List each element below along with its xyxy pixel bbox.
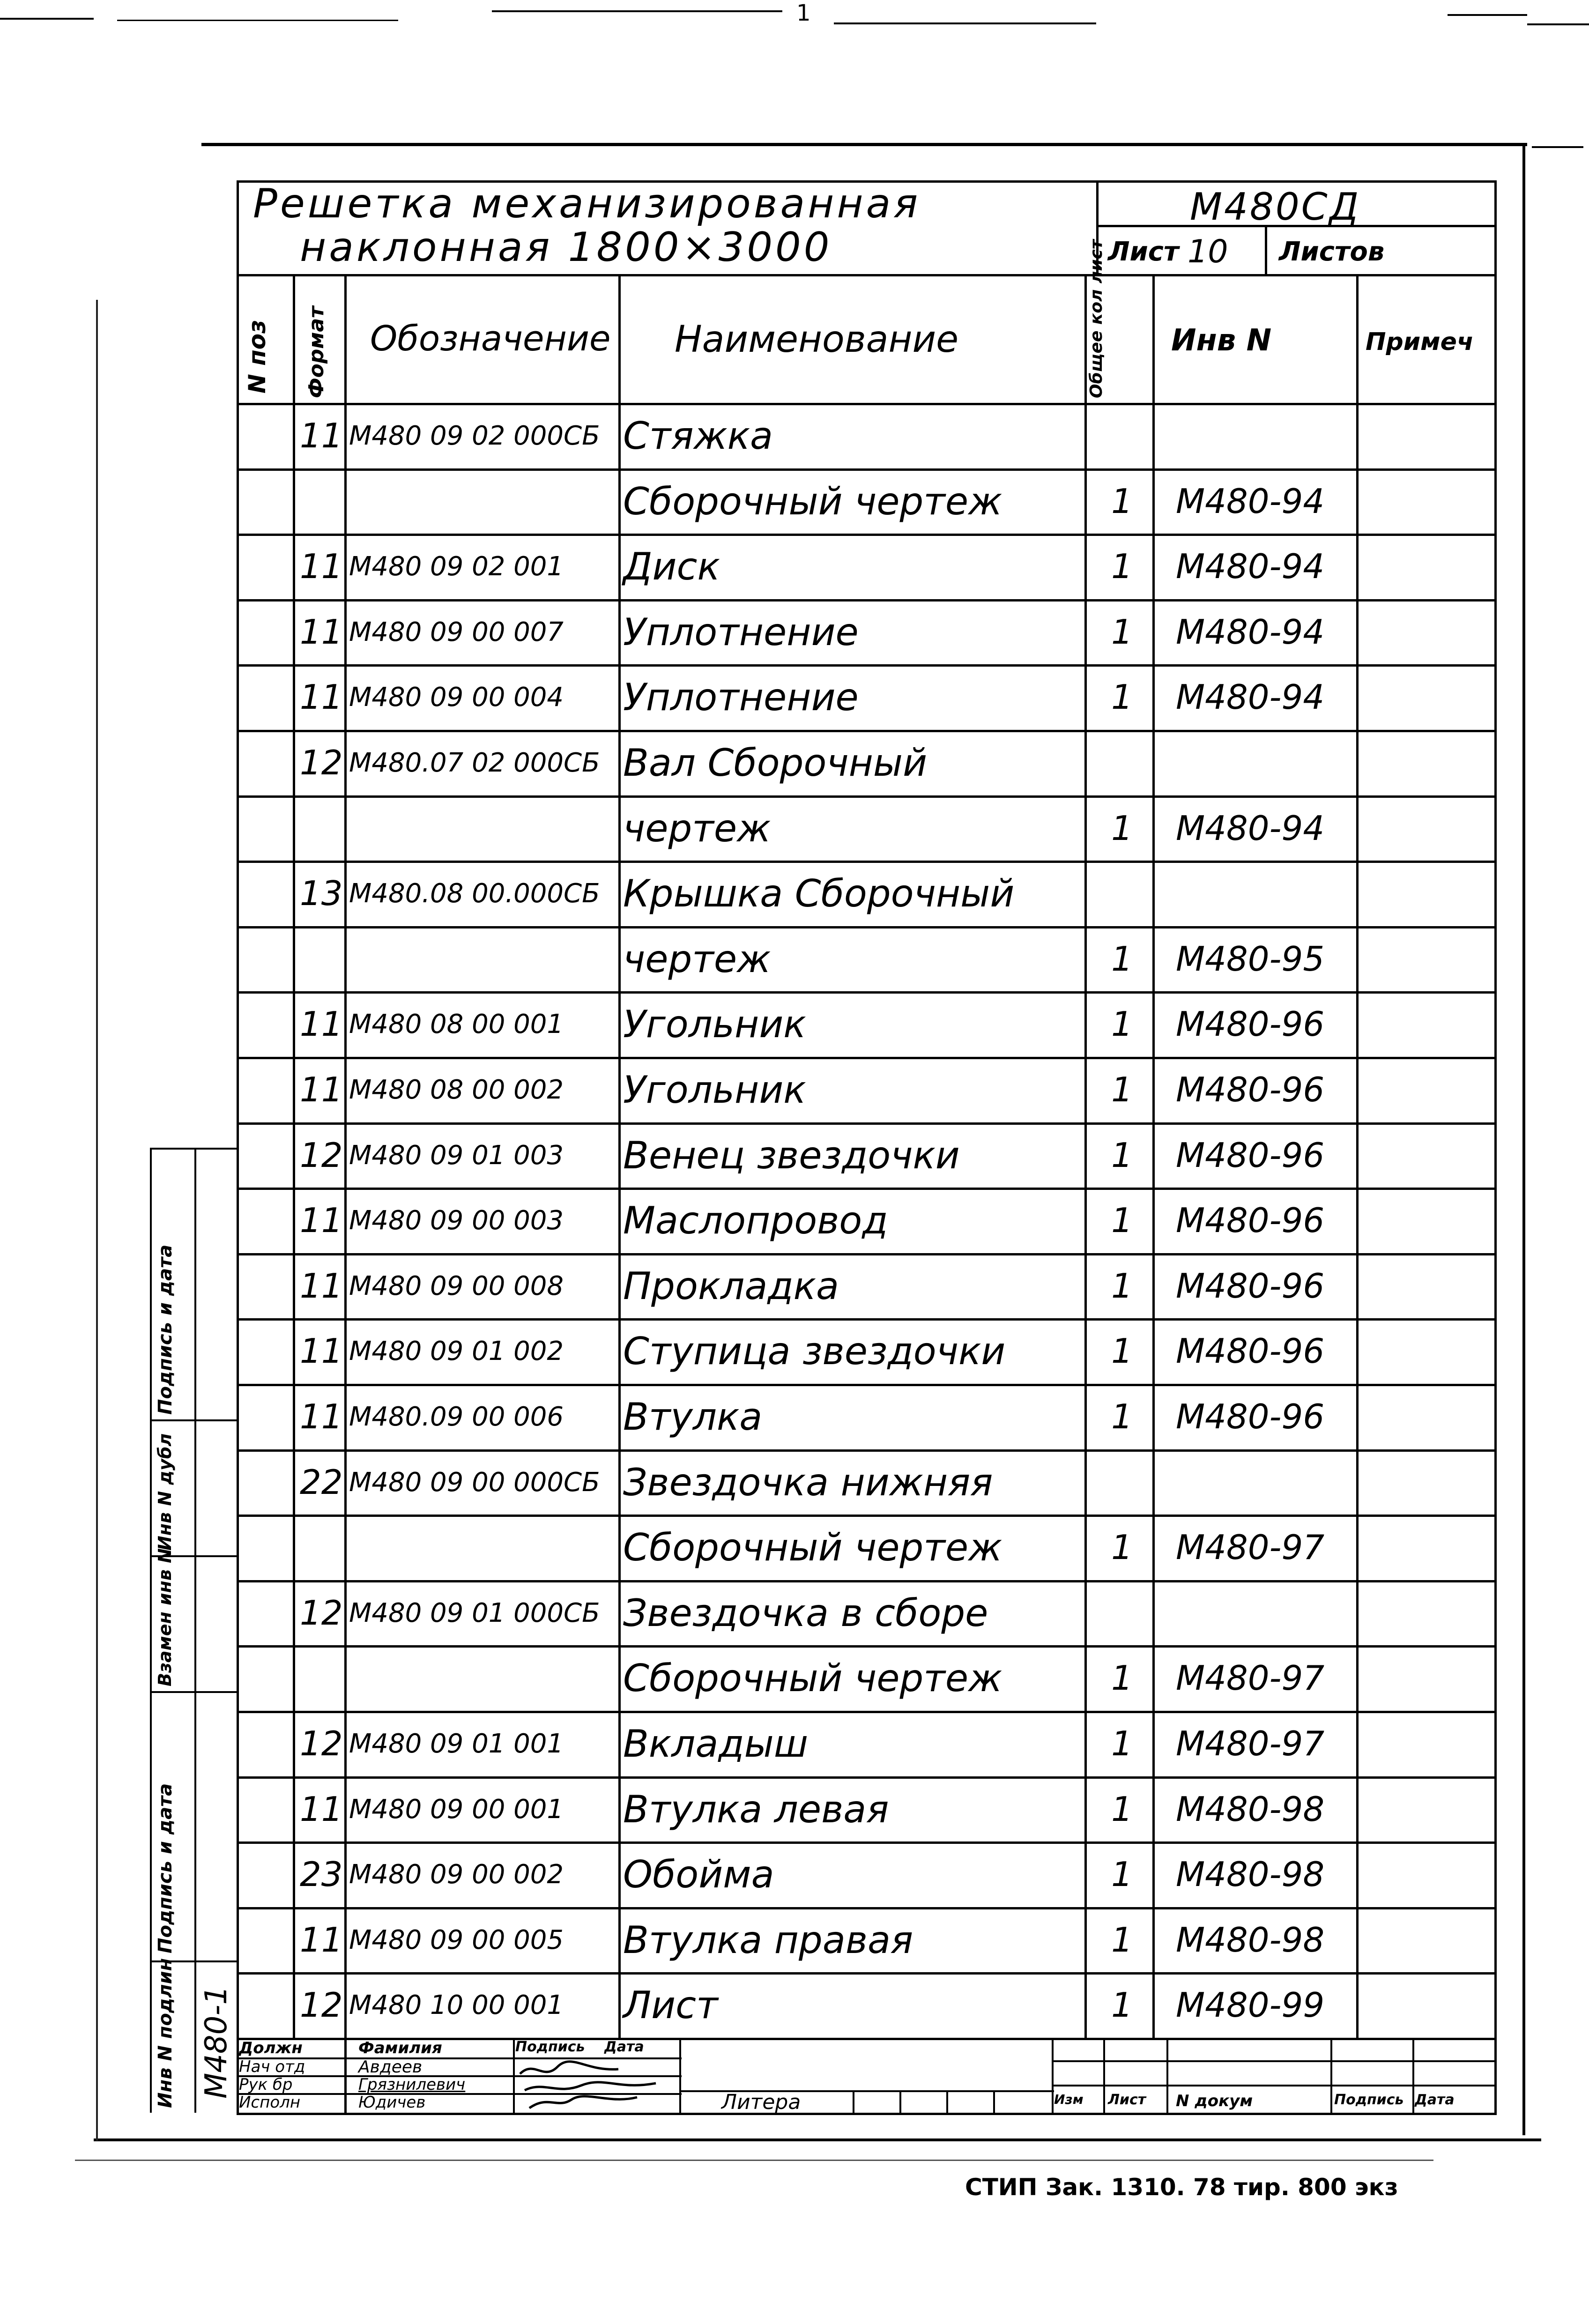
row-format: 12 [300, 1593, 343, 1633]
frame-right-rule [1522, 144, 1525, 2135]
row-inv: М480-94 [1176, 677, 1325, 717]
row-format: 11 [300, 1397, 343, 1436]
row-designation: М480 09 00 005 [349, 1924, 564, 1955]
side-label-inv-dup: Инв N дубл [155, 1433, 175, 1551]
row-name: Лист [623, 1983, 718, 2027]
col-header-format: Формат [304, 306, 328, 398]
row-inv: М480-96 [1176, 1397, 1325, 1436]
title-block-bottom-border [237, 2113, 1497, 2115]
row-designation: М480 09 00 007 [349, 616, 564, 647]
row-inv: М480-94 [1176, 809, 1325, 848]
row-name: Сборочный чертеж [623, 479, 1002, 523]
col-divider-name [1084, 274, 1087, 2038]
row-designation: М480 09 01 002 [349, 1336, 564, 1366]
row-designation: М480.08 00.000СБ [349, 878, 600, 909]
row-qty: 1 [1111, 547, 1133, 586]
row-designation: М480 09 00 008 [349, 1270, 564, 1301]
side-label-inv-orig: Инв N подлин [155, 1958, 176, 2108]
col-divider-designation [618, 274, 621, 2038]
title-line1: Решетка механизированная [253, 180, 921, 227]
side-stamp-border [194, 1148, 196, 2113]
row-qty: 1 [1111, 482, 1133, 521]
row-designation: М480 09 00 004 [349, 682, 564, 713]
title-block-col-line [1412, 2038, 1414, 2113]
row-name: Крышка Сборочный [623, 871, 1015, 915]
litera-label: Литера [721, 2090, 801, 2114]
row-name: чертеж [623, 937, 771, 981]
row-inv: М480-96 [1176, 1136, 1325, 1175]
row-name: Вкладыш [623, 1722, 809, 1766]
col-header-name: Наименование [675, 319, 959, 361]
row-inv: М480-97 [1176, 1724, 1325, 1763]
title-block-col-line [1052, 2038, 1054, 2113]
row-name: Втулка левая [623, 1787, 889, 1831]
col-divider-qty [1152, 274, 1155, 2038]
row-qty [1092, 403, 1152, 468]
title-bottom-border [237, 274, 1497, 276]
row-name: Втулка правая [623, 1918, 913, 1962]
row-inv: М480-96 [1176, 1266, 1325, 1306]
row-qty: 1 [1111, 1528, 1133, 1567]
change-header-date: Дата [1415, 2092, 1455, 2108]
signatures-scribble [515, 2057, 675, 2113]
row-format: 23 [300, 1855, 343, 1894]
row-format: 12 [300, 1985, 343, 2025]
row-qty: 1 [1111, 1070, 1133, 1109]
change-header-sign: Подпись [1334, 2092, 1404, 2108]
side-stamp-line [150, 1148, 239, 1150]
row-designation: М480.09 00 006 [349, 1401, 564, 1432]
row-designation: М480 09 00 002 [349, 1859, 564, 1890]
role-1: Нач отд [239, 2057, 305, 2076]
row-qty [1092, 1580, 1152, 1646]
row-designation: М480 09 00 003 [349, 1205, 564, 1236]
row-designation [349, 926, 618, 992]
role-header: Должн [239, 2039, 303, 2057]
row-qty: 1 [1111, 1331, 1133, 1371]
row-inv: М480-96 [1176, 1331, 1325, 1371]
row-designation [349, 1645, 618, 1711]
row-name: Звездочка нижняя [623, 1460, 993, 1504]
footer-scan-line [75, 2160, 1433, 2161]
top-scan-dash [834, 22, 1096, 24]
row-inv [1176, 861, 1356, 926]
document-code: М480СД [1190, 185, 1361, 229]
row-name: Уплотнение [623, 675, 859, 719]
sheets-label: Листов [1279, 237, 1385, 267]
row-qty: 1 [1111, 1397, 1133, 1436]
surname-1: Авдеев [358, 2057, 423, 2077]
row-format: 11 [300, 677, 343, 717]
row-qty: 1 [1111, 1724, 1133, 1763]
frame-tick [1532, 146, 1583, 148]
row-name: чертеж [623, 806, 771, 850]
row-name: Звездочка в сборе [623, 1591, 988, 1635]
row-inv [1176, 730, 1356, 795]
row-name: Сборочный чертеж [623, 1656, 1002, 1700]
row-designation: М480.07 02 000СБ [349, 747, 600, 778]
title-block-col-line [1330, 2038, 1332, 2113]
row-format: 12 [300, 1724, 343, 1763]
row-inv: М480-94 [1176, 612, 1325, 652]
row-format: 13 [300, 874, 343, 913]
row-format: 11 [300, 1331, 343, 1371]
footer-imprint: СТИП Зак. 1310. 78 тир. 800 экз [965, 2174, 1398, 2201]
row-qty: 1 [1111, 1920, 1133, 1960]
row-designation [349, 468, 618, 534]
row-inv [1176, 1580, 1356, 1646]
row-format: 11 [300, 1201, 343, 1240]
row-qty [1092, 861, 1152, 926]
row-designation [349, 1515, 618, 1580]
litera-col-line [853, 2090, 854, 2113]
col-header-designation: Обозначение [370, 319, 611, 359]
sheet-label: Лист [1108, 237, 1179, 267]
row-name: Венец звездочки [623, 1133, 960, 1177]
top-scan-dash [117, 20, 398, 21]
row-format: 11 [300, 612, 343, 652]
top-scan-dash [1527, 23, 1589, 25]
title-block-col-line [1166, 2038, 1168, 2113]
top-scan-dash [0, 18, 94, 20]
change-header-izm: Изм [1054, 2092, 1084, 2107]
row-inv [1176, 403, 1356, 468]
row-format [300, 1645, 344, 1711]
row-name: Уплотнение [623, 610, 859, 654]
col-header-inv: Инв N [1171, 323, 1272, 358]
row-inv: М480-94 [1176, 482, 1325, 521]
row-designation: М480 09 01 000СБ [349, 1597, 600, 1628]
row-name: Угольник [623, 1002, 806, 1046]
row-inv: М480-98 [1176, 1920, 1325, 1960]
row-designation: М480 09 02 000СБ [349, 420, 600, 451]
row-format [300, 468, 344, 534]
row-format: 11 [300, 1004, 343, 1044]
row-qty [1092, 1449, 1152, 1515]
row-inv: М480-96 [1176, 1070, 1325, 1109]
col-header-note: Примеч [1366, 328, 1474, 356]
row-designation: М480 09 02 001 [349, 551, 564, 582]
sheet-divider [1265, 225, 1267, 274]
row-qty: 1 [1111, 1136, 1133, 1175]
row-format: 11 [300, 1070, 343, 1109]
row-name: Диск [623, 544, 720, 588]
row-format [300, 926, 344, 992]
row-designation: М480 09 01 003 [349, 1140, 564, 1171]
frame-left-rule [96, 300, 98, 2141]
row-qty: 1 [1111, 677, 1133, 717]
row-designation: М480 10 00 001 [349, 1990, 564, 2020]
row-format: 11 [300, 1789, 343, 1829]
col-header-pos: N поз [244, 319, 271, 394]
frame-bottom-rule [94, 2138, 1541, 2141]
row-inv: М480-95 [1176, 939, 1325, 979]
row-inv: М480-98 [1176, 1855, 1325, 1894]
row-qty: 1 [1111, 1004, 1133, 1044]
col-header-qty: Общее кол лист [1087, 239, 1106, 398]
change-header-doc: N докум [1176, 2092, 1253, 2110]
row-inv: М480-97 [1176, 1658, 1325, 1698]
side-label-sign-date-2: Подпись и дата [155, 1244, 176, 1415]
row-name: Угольник [623, 1068, 806, 1112]
title-block-row-line [1052, 2085, 1497, 2086]
row-qty [1092, 730, 1152, 795]
row-qty: 1 [1111, 1658, 1133, 1698]
row-qty: 1 [1111, 1266, 1133, 1306]
row-format: 12 [300, 1136, 343, 1175]
row-format: 11 [300, 547, 343, 586]
row-inv [1176, 1449, 1356, 1515]
title-block-col-line [513, 2038, 515, 2113]
row-name: Маслопровод [623, 1198, 888, 1242]
page-mark: 1 [796, 0, 811, 26]
row-format [300, 795, 344, 861]
surname-3: Юдичев [358, 2093, 426, 2112]
row-qty: 1 [1111, 1789, 1133, 1829]
side-stamp-border [150, 1148, 152, 2113]
row-inv: М480-96 [1176, 1201, 1325, 1240]
sheet-number: 10 [1188, 233, 1228, 270]
surname-2: Грязнилевич [358, 2075, 466, 2094]
side-stamp-line [150, 1691, 239, 1693]
row-format: 11 [300, 416, 343, 455]
side-label-replace-inv: Взамен инв N [155, 1548, 175, 1686]
title-block-col-line [1103, 2038, 1105, 2113]
top-scan-dash [492, 10, 782, 12]
row-designation: М480 08 00 002 [349, 1074, 564, 1105]
row-designation: М480 09 00 001 [349, 1794, 564, 1825]
change-header-list: Лист [1108, 2092, 1146, 2108]
row-qty: 1 [1111, 1985, 1133, 2025]
role-3: Исполн [239, 2093, 301, 2112]
row-name: Ступица звездочки [623, 1329, 1006, 1373]
row-inv: М480-98 [1176, 1789, 1325, 1829]
row-name: Вал Сборочный [623, 741, 928, 785]
litera-col-line [993, 2090, 995, 2113]
title-block-row-line [1052, 2060, 1497, 2062]
title-line2: наклонная 1800×3000 [300, 224, 832, 271]
row-qty: 1 [1111, 612, 1133, 652]
row-qty: 1 [1111, 809, 1133, 848]
surname-header: Фамилия [358, 2039, 442, 2057]
col-divider-pos [293, 274, 295, 2038]
litera-col-line [946, 2090, 948, 2113]
col-divider-inv [1356, 274, 1359, 2038]
row-qty: 1 [1111, 1201, 1133, 1240]
row-designation [349, 795, 618, 861]
side-stamp-line [150, 1419, 239, 1421]
row-format: 22 [300, 1463, 343, 1502]
row-format: 12 [300, 743, 343, 782]
row-name: Обойма [623, 1852, 774, 1896]
row-inv: М480-94 [1176, 547, 1325, 586]
row-qty: 1 [1111, 939, 1133, 979]
row-inv: М480-97 [1176, 1528, 1325, 1567]
signature-header: Подпись [515, 2039, 585, 2055]
row-name: Втулка [623, 1395, 763, 1439]
col-divider-format [344, 274, 347, 2113]
litera-col-line [899, 2090, 901, 2113]
row-format [300, 1515, 344, 1580]
role-2: Рук бр [239, 2075, 293, 2094]
frame-top-rule [201, 143, 1527, 146]
row-format: 11 [300, 1266, 343, 1306]
row-inv: М480-99 [1176, 1985, 1325, 2025]
row-format: 11 [300, 1920, 343, 1960]
row-qty: 1 [1111, 1855, 1133, 1894]
top-scan-dash [1448, 14, 1527, 16]
row-name: Прокладка [623, 1264, 839, 1308]
row-designation: М480 09 00 000СБ [349, 1467, 600, 1498]
row-name: Сборочный чертеж [623, 1525, 1002, 1569]
row-name: Стяжка [623, 414, 773, 458]
row-designation: М480 08 00 001 [349, 1009, 564, 1039]
side-label-sign-date-1: Подпись и дата [155, 1783, 176, 1953]
row-designation: М480 09 01 001 [349, 1728, 564, 1759]
date-header: Дата [604, 2039, 644, 2055]
row-inv: М480-96 [1176, 1004, 1325, 1044]
title-block-col-line [679, 2038, 681, 2113]
side-inv-value: М480-1 [199, 1985, 234, 2099]
